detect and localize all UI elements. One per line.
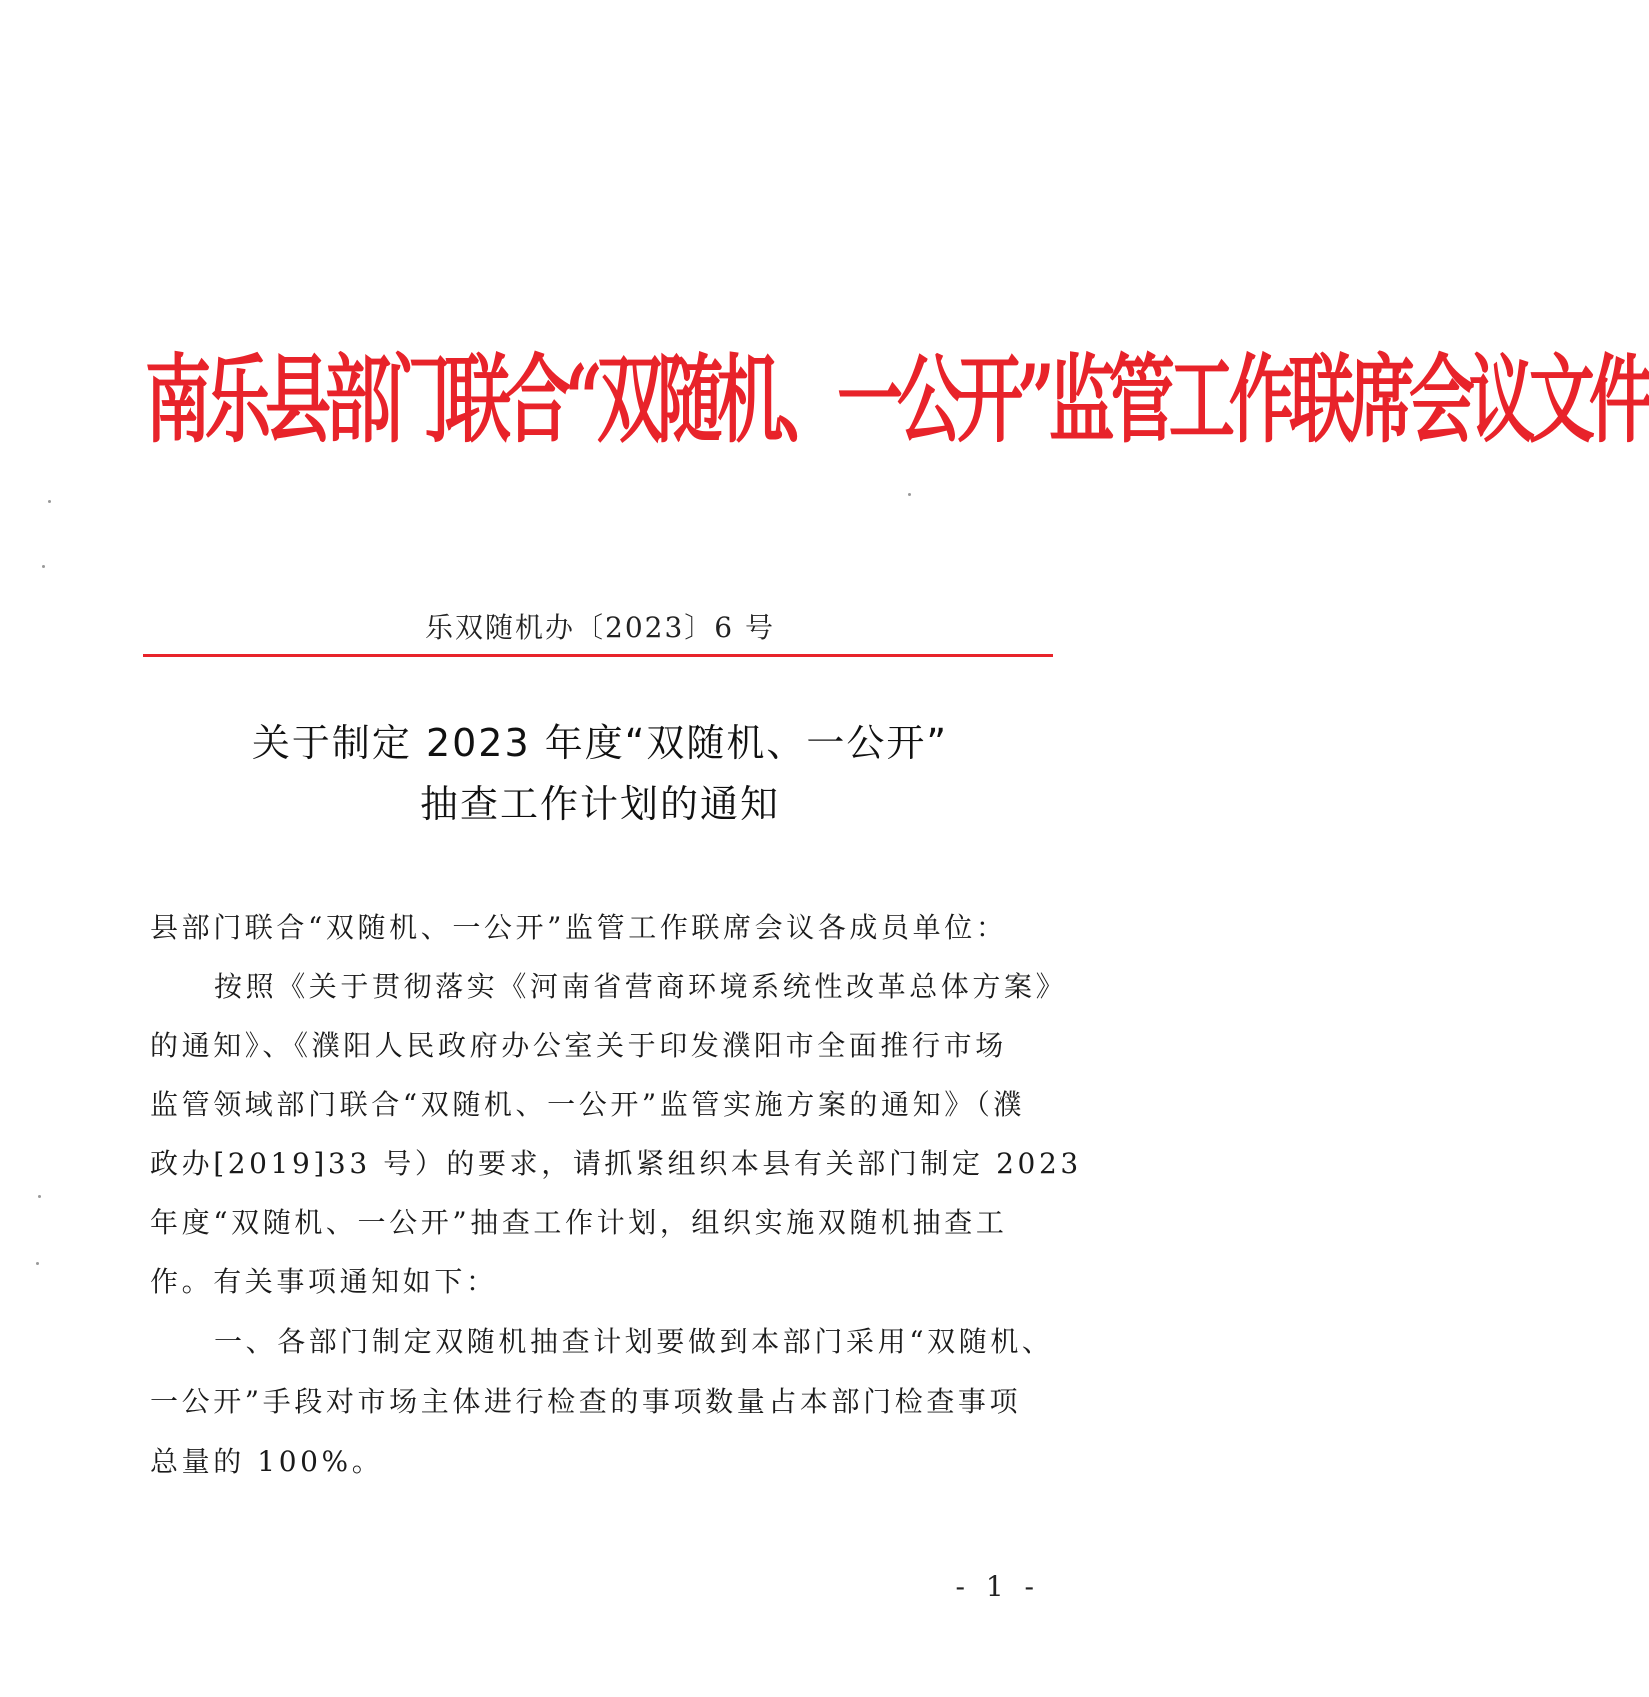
- recipient-line: 县部门联合“双随机、一公开”监管工作联席会议各成员单位：: [150, 911, 1008, 944]
- paragraph1-line: 政办[2019]33 号）的要求，请抓紧组织本县有关部门制定 2023: [150, 1147, 1082, 1180]
- paragraph1-line: 作。有关事项通知如下：: [150, 1265, 498, 1298]
- paragraph1-line: 监管领域部门联合“双随机、一公开”监管实施方案的通知》（濮: [150, 1088, 1026, 1121]
- paragraph2-line: 总量的 100%。: [150, 1445, 384, 1478]
- notice-title-line-1: 关于制定 2023 年度“双随机、一公开”: [251, 721, 949, 765]
- notice-title-line-2: 抽查工作计划的通知: [419, 782, 780, 826]
- scan-speck: [36, 1262, 39, 1265]
- paragraph2-line: 一、各部门制定双随机抽查计划要做到本部门采用“双随机、: [214, 1325, 1054, 1358]
- page-number: - 1 -: [955, 1570, 1040, 1603]
- scan-speck: [38, 1195, 41, 1198]
- document-header-title: 南乐县部门联合“双随机、一公开”监管工作联席会议文件: [145, 343, 1649, 457]
- paragraph2-line: 一公开”手段对市场主体进行检查的事项数量占本部门检查事项: [150, 1385, 1022, 1418]
- paragraph1-line: 年度“双随机、一公开”抽查工作计划，组织实施双随机抽查工: [150, 1206, 1008, 1239]
- document-number: 乐双随机办〔2023〕6 号: [425, 611, 775, 644]
- paragraph1-line: 按照《关于贯彻落实《河南省营商环境系统性改革总体方案》: [214, 970, 1068, 1003]
- scan-speck: [42, 565, 45, 568]
- scan-speck: [908, 493, 911, 496]
- paragraph1-line: 的通知》、《濮阳人民政府办公室关于印发濮阳市全面推行市场: [150, 1029, 1007, 1062]
- scan-speck: [48, 500, 51, 503]
- red-divider-line: [143, 654, 1053, 657]
